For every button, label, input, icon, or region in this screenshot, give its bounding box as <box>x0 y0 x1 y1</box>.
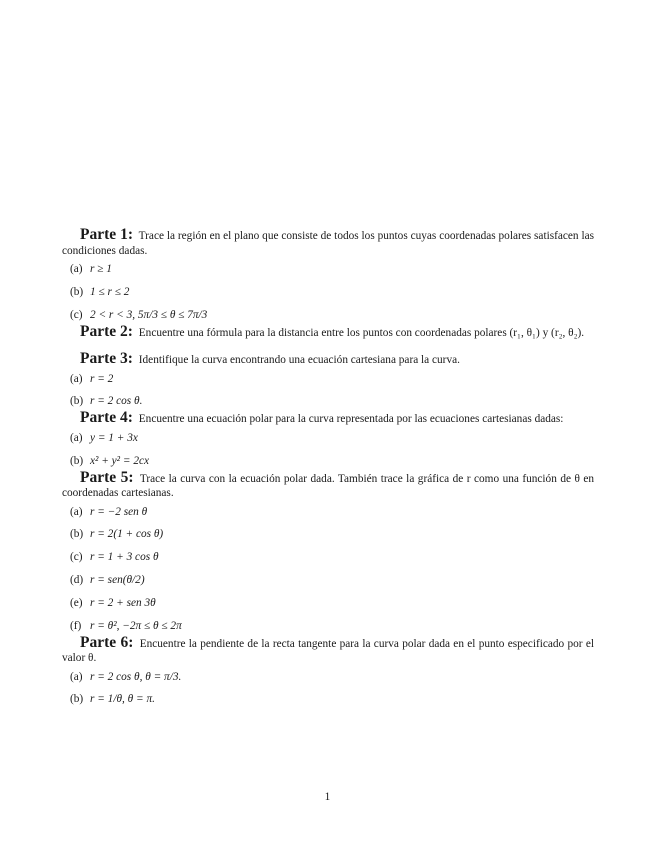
page-number: 1 <box>324 791 331 803</box>
part-4 <box>62 411 594 467</box>
item-label: (f) <box>70 619 82 632</box>
list-item <box>70 394 594 408</box>
item-expression: r = 2(1 + cos θ) <box>90 528 164 541</box>
list-item <box>70 573 594 587</box>
list-item <box>70 372 594 386</box>
list-item <box>70 308 594 322</box>
item-expression: r = θ², −2π ≤ θ ≤ 2π <box>90 619 182 632</box>
part-3 <box>62 352 594 408</box>
item-label: (c) <box>70 551 83 564</box>
part-5 <box>62 468 595 633</box>
item-label: (a) <box>70 263 83 275</box>
list-item <box>70 527 594 541</box>
item-expression: 2 < r < 3, 5π/3 ≤ θ ≤ 7π/3 <box>90 308 208 321</box>
part-1-title: Parte 1: <box>80 226 133 243</box>
item-label: (a) <box>70 505 83 518</box>
part-1 <box>62 228 594 322</box>
part-4-text: Encuentre una ecuación polar para la curva representada por las ecuaciones cartesianas dadas: <box>138 413 564 426</box>
part-6 <box>62 633 594 707</box>
part-5-statement <box>62 468 595 501</box>
part-6-statement <box>62 633 594 666</box>
part-3-text: Identifique la curva encontrando una ecuación cartesiana para la curva. <box>138 354 460 367</box>
list-item <box>70 692 594 706</box>
item-expression: 1 ≤ r ≤ 2 <box>90 285 130 298</box>
list-item <box>70 431 594 445</box>
part-1-items <box>62 262 594 322</box>
part-5-title: Parte 5: <box>80 468 134 486</box>
part-1-text: Trace la región en el plano que consiste de todos los puntos cuyas coordenadas polares satisfacen las condiciones dadas. <box>62 230 595 257</box>
part-2 <box>62 322 594 341</box>
item-label: (a) <box>70 372 83 385</box>
item-expression: r = 1 + 3 cos θ <box>90 551 159 564</box>
item-label: (a) <box>70 431 83 444</box>
item-expression: r = 2 <box>90 372 114 385</box>
part-2-title: Parte 2: <box>80 322 133 340</box>
list-item <box>70 619 594 633</box>
part-3-items <box>62 372 594 409</box>
item-label: (b) <box>70 285 84 298</box>
part-4-statement <box>62 411 594 427</box>
document-page <box>62 228 594 709</box>
item-label: (b) <box>70 454 84 467</box>
part-6-items <box>62 670 594 707</box>
item-label: (b) <box>70 395 84 408</box>
item-label: (c) <box>70 308 83 321</box>
item-label: (d) <box>70 574 84 587</box>
item-expression: r = 2 cos θ, θ = π/3. <box>90 670 182 683</box>
item-label: (b) <box>70 528 84 541</box>
list-item <box>70 454 594 468</box>
item-expression: r = −2 sen θ <box>90 505 148 518</box>
part-4-title: Parte 4: <box>80 409 133 427</box>
list-item <box>70 505 594 519</box>
part-6-text: Encuentre la pendiente de la recta tangente para la curva polar dada en el punto especificado por el valor θ. <box>62 637 594 665</box>
item-label: (e) <box>70 596 83 609</box>
part-6-title: Parte 6: <box>80 633 134 651</box>
part-1-statement <box>62 228 594 258</box>
list-item <box>70 596 594 610</box>
part-2-text: Encuentre una fórmula para la distancia entre los puntos con coordenadas polares (r₁, θ₁) y (r₂, θ₂). <box>138 326 585 339</box>
part-3-statement <box>62 352 594 368</box>
item-expression: y = 1 + 3x <box>90 431 138 444</box>
list-item <box>70 285 594 299</box>
list-item <box>70 550 594 564</box>
item-expression: r = 2 + sen 3θ <box>90 596 156 609</box>
part-2-statement <box>62 322 594 341</box>
part-3-title: Parte 3: <box>80 350 133 368</box>
part-5-text: Trace la curva con la ecuación polar dada. También trace la gráfica de r como una función de θ en coordenadas cartesianas. <box>62 472 595 500</box>
item-expression: r = 1/θ, θ = π. <box>90 693 155 706</box>
item-expression: r ≥ 1 <box>90 263 112 275</box>
item-expression: x² + y² = 2cx <box>90 454 150 467</box>
item-expression: r = 2 cos θ. <box>90 395 143 408</box>
list-item <box>70 262 594 276</box>
item-label: (a) <box>70 670 83 683</box>
item-expression: r = sen(θ/2) <box>90 574 145 587</box>
part-4-items <box>62 431 594 468</box>
list-item <box>70 670 594 684</box>
part-5-items <box>62 505 594 633</box>
item-label: (b) <box>70 693 84 706</box>
